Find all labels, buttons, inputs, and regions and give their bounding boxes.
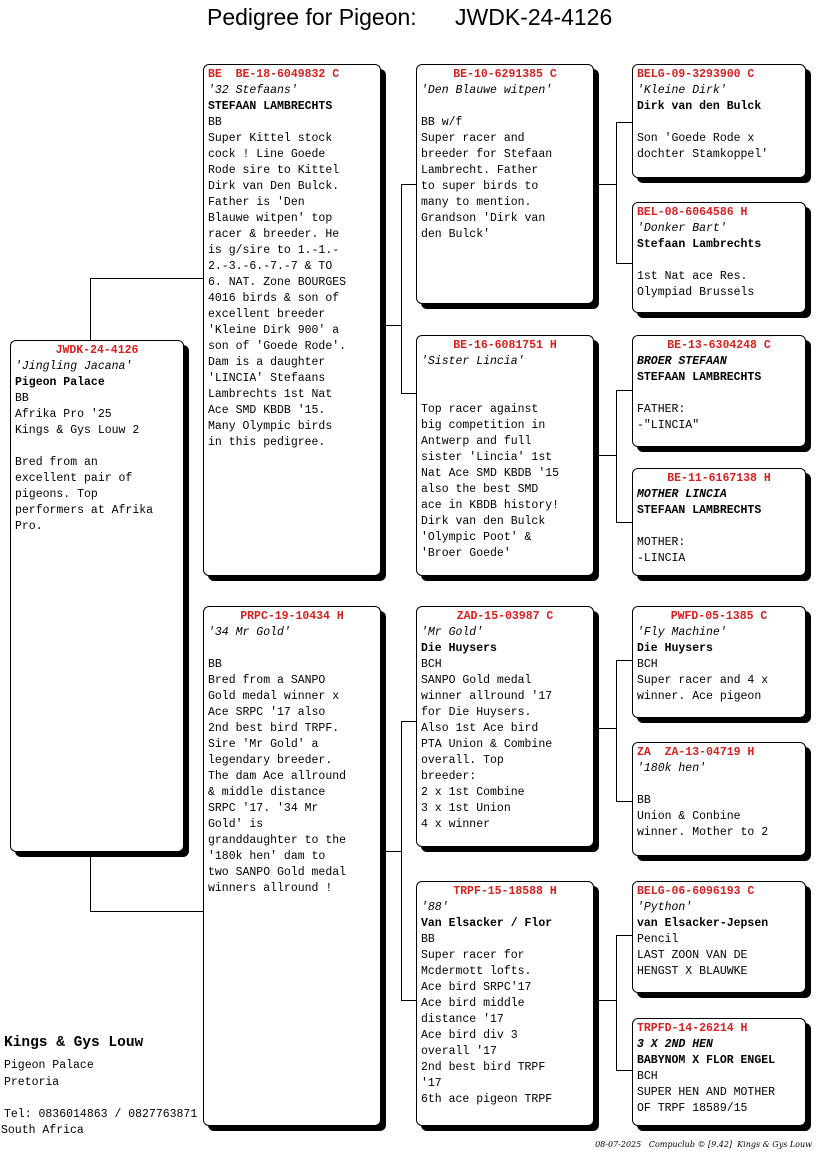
pigeon-card-sire[interactable]: [203, 64, 381, 576]
pigeon-name: BROER STEFAAN: [637, 355, 727, 368]
pigeon-notes: BB Super racer for Mcdermott lofts. Ace bird SRPC'17 Ace bird middle distance '17 Ace bird div 3 overall '17 2nd best bird TRPF '17 6th ace pigeon TRPF: [421, 933, 553, 1106]
owner-name: Stefaan Lambrechts: [637, 238, 762, 251]
connector-line: [616, 935, 633, 936]
breeder-name: Kings & Gys Louw: [4, 1035, 144, 1051]
pigeon-notes: BB Union & Conbine winner. Mother to 2: [637, 794, 769, 839]
pigeon-card-sds[interactable]: [632, 335, 806, 447]
pigeon-name: 3 X 2ND HEN: [637, 1038, 713, 1051]
ring-number: ZAD-15-03987 C: [456, 610, 554, 623]
owner-name: [208, 641, 376, 657]
pigeon-name: 'Python': [637, 901, 693, 914]
pigeon-card-sire-dam[interactable]: [416, 335, 594, 576]
pigeon-name: '88': [421, 901, 449, 914]
pigeon-card-sdd[interactable]: [632, 468, 806, 576]
owner-name: STEFAAN LAMBRECHTS: [637, 504, 762, 517]
connector-line: [594, 184, 616, 185]
ring-number: PWFD-05-1385 C: [670, 610, 768, 623]
ring-number: BE-11-6167138 H: [667, 472, 771, 485]
pigeon-name: 'Sister Lincia': [421, 355, 525, 368]
pigeon-card-dam[interactable]: [203, 606, 381, 1126]
breeder-city: Pretoria: [4, 1076, 60, 1089]
ring-number: BEL-08-6064586 H: [637, 206, 748, 219]
connector-line: [616, 935, 617, 1071]
connector-line: [616, 390, 633, 391]
owner-name: STEFAAN LAMBRECHTS: [208, 100, 333, 113]
pigeon-card-dsd[interactable]: [632, 742, 806, 856]
pigeon-notes: BCH SANPO Gold medal winner allround '17 for Die Huysers. Also 1st Ace bird PTA Union & Combine overall. Top breeder: 2 x 1st Combine 3 x 1st Union 4 x winner: [421, 658, 553, 831]
owner-name: [421, 99, 589, 115]
page-title: Pedigree for Pigeon: JWDK-24-4126: [207, 4, 613, 30]
pigeon-card-dss[interactable]: [632, 606, 806, 718]
pigeon-notes: Son 'Goede Rode x dochter Stamkoppel': [637, 132, 769, 161]
pigeon-card-sire-sire[interactable]: [416, 64, 594, 304]
connector-line: [90, 278, 91, 340]
connector-line: [616, 1070, 633, 1071]
pigeon-notes: BCH SUPER HEN AND MOTHER OF TRPF 18589/15: [637, 1070, 776, 1115]
owner-name: van Elsacker-Jepsen: [637, 917, 769, 930]
owner-name: Pigeon Palace: [15, 376, 105, 389]
pigeon-name: '32 Stefaans': [208, 84, 298, 97]
ring-number: BELG-06-6096193 C: [637, 885, 755, 898]
connector-line: [401, 184, 402, 394]
connector-line: [616, 122, 617, 264]
breeder-country: South Africa: [1, 1124, 84, 1137]
ring-number: PRPC-19-10434 H: [240, 610, 344, 623]
connector-line: [594, 1000, 616, 1001]
ring-number: TRPF-15-18588 H: [453, 885, 557, 898]
pigeon-card-dam-dam[interactable]: [416, 881, 594, 1126]
owner-name: Van Elsacker / Flor: [421, 917, 553, 930]
ring-number: BELG-09-3293900 C: [637, 68, 755, 81]
connector-line: [381, 851, 401, 852]
pigeon-name: '34 Mr Gold': [208, 626, 291, 639]
connector-line: [616, 801, 633, 802]
connector-line: [616, 390, 617, 523]
owner-name: STEFAAN LAMBRECHTS: [637, 371, 762, 384]
connector-line: [90, 852, 91, 912]
pigeon-notes: BB Bred from a SANPO Gold medal winner x Ace SRPC '17 also 2nd best bird TRPF. Sire 'Mr Gold' a legendary breeder. The dam Ace allround & middle distance SRPC '17. '34 Mr Gold' is granddaughter to the '180k hen' dam to two SANPO Gold medal winners allround !: [208, 658, 347, 895]
pigeon-card-ssd[interactable]: [632, 202, 806, 313]
owner-name: [637, 777, 801, 793]
pigeon-name: '180k hen': [637, 762, 707, 775]
pigeon-notes: MOTHER: -LINCIA: [637, 536, 686, 565]
pigeon-name: 'Donker Bart': [637, 222, 727, 235]
pigeon-name: 'Kleine Dirk': [637, 84, 727, 97]
ring-number: ZA ZA-13-04719 H: [637, 746, 755, 759]
owner-name: Die Huysers: [421, 642, 497, 655]
breeder-loft: Pigeon Palace: [4, 1059, 94, 1072]
pigeon-notes: BB Afrika Pro '25 Kings & Gys Louw 2 Bred from an excellent pair of pigeons. Top performers at Afrika Pro.: [15, 392, 154, 533]
pigeon-name: 'Jingling Jacana': [15, 360, 133, 373]
connector-line: [90, 911, 204, 912]
pigeon-notes: Pencil LAST ZOON VAN DE HENGST X BLAUWKE: [637, 933, 748, 978]
pigeon-card-dam-sire[interactable]: [416, 606, 594, 847]
ring-number: BE BE-18-6049832 C: [208, 68, 340, 81]
pigeon-name: MOTHER LINCIA: [637, 488, 727, 501]
connector-line: [401, 721, 402, 1001]
pigeon-name: 'Den Blauwe witpen': [421, 84, 553, 97]
connector-line: [594, 728, 616, 729]
pigeon-card-sss[interactable]: [632, 64, 806, 178]
pigeon-card-ddd[interactable]: [632, 1018, 806, 1126]
pigeon-notes: Top racer against big competition in Antwerp and full sister 'Lincia' 1st Nat Ace SMD KBDB '15 also the best SMD ace in KBDB history! Dirk van den Bulck 'Olympic Poot' & 'Broer Goede': [421, 403, 560, 560]
ring-number: BE-13-6304248 C: [667, 339, 771, 352]
ring-number: BE-16-6081751 H: [453, 339, 557, 352]
pigeon-name: 'Fly Machine': [637, 626, 727, 639]
connector-line: [616, 660, 633, 661]
breeder-phone: Tel: 0836014863 / 0827763871: [4, 1108, 198, 1121]
owner-name: [421, 370, 589, 402]
owner-name: BABYNOM X FLOR ENGEL: [637, 1054, 776, 1067]
pigeon-notes: BB Super Kittel stock cock ! Line Goede Rode sire to Kittel Dirk van Den Bulck. Father is 'Den Blauwe witpen' top racer & breeder. He is g/sire to 1.-1.- 2.-3.-6.-7.-7 & TO 6. NAT. Zone BOURGES 4016 birds & son of excellent breeder 'Kleine Dirk 900' a son of 'Goede Rode'. Dam is a daughter 'LINCIA' Stefaans Lambrechts 1st Nat Ace SMD KBDB '15. Many Olympic birds in this pedigree.: [208, 116, 347, 449]
connector-line: [401, 1000, 417, 1001]
connector-line: [401, 184, 417, 185]
connector-line: [616, 660, 617, 802]
pigeon-notes: 1st Nat ace Res. Olympiad Brussels: [637, 270, 755, 299]
owner-name: Die Huysers: [637, 642, 713, 655]
connector-line: [381, 325, 401, 326]
ring-number: BE-10-6291385 C: [453, 68, 557, 81]
connector-line: [616, 122, 633, 123]
ring-number: JWDK-24-4126: [55, 344, 139, 357]
connector-line: [616, 522, 633, 523]
ring-number: TRPFD-14-26214 H: [637, 1022, 748, 1035]
connector-line: [401, 721, 417, 722]
pigeon-card-subject[interactable]: [10, 340, 184, 852]
owner-name: Dirk van den Bulck: [637, 100, 762, 113]
connector-line: [594, 455, 616, 456]
connector-line: [401, 393, 417, 394]
connector-line: [90, 278, 204, 279]
connector-line: [616, 263, 633, 264]
pigeon-notes: BCH Super racer and 4 x winner. Ace pigeon: [637, 658, 769, 703]
footer-credit: 08-07-2025 Compuclub © [9.42] Kings & Gys Louw: [595, 1140, 812, 1149]
pigeon-notes: FATHER: -"LINCIA": [637, 403, 700, 432]
pigeon-card-dds[interactable]: [632, 881, 806, 993]
pigeon-notes: BB w/f Super racer and breeder for Stefaan Lambrecht. Father to super birds to many to mention. Grandson 'Dirk van den Bulck': [421, 116, 553, 241]
pigeon-name: 'Mr Gold': [421, 626, 484, 639]
